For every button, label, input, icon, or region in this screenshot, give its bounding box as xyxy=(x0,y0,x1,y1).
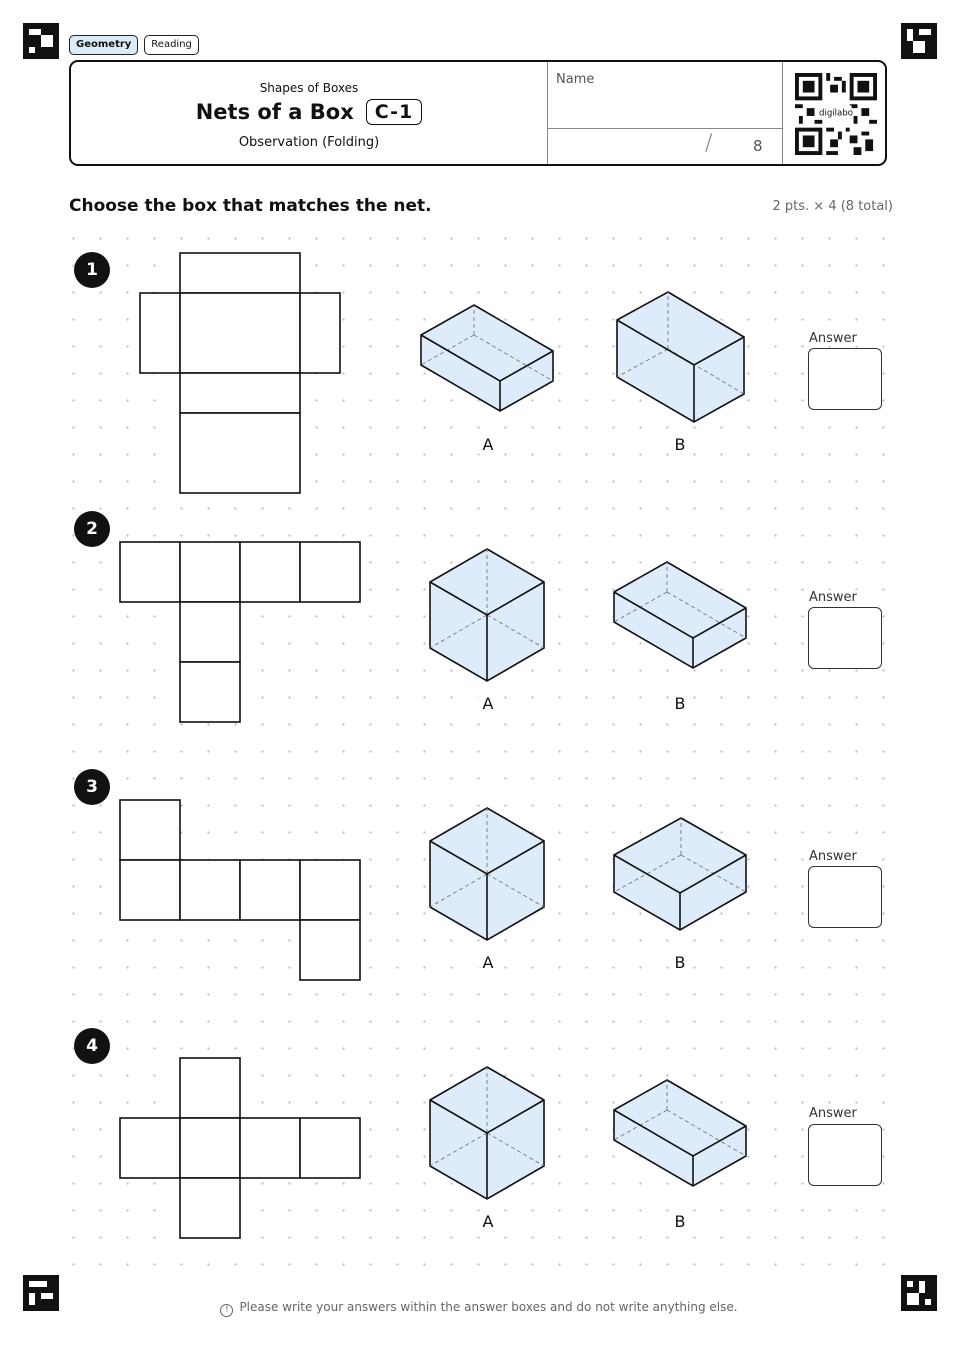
answer-label-1: Answer xyxy=(809,331,857,346)
corner-marker-top-left xyxy=(23,23,59,59)
answer-label-2: Answer xyxy=(809,590,857,605)
answer-box-2[interactable] xyxy=(808,607,882,669)
option-label-4b: B xyxy=(670,1212,690,1231)
worksheet-subtitle: Shapes of Boxes xyxy=(259,81,359,95)
info-icon: ! xyxy=(220,1304,233,1317)
worksheet-title: Nets of a Box xyxy=(195,100,354,124)
option-label-3a: A xyxy=(478,953,498,972)
name-field[interactable] xyxy=(547,62,782,129)
question-number-2: 2 xyxy=(74,511,110,547)
footer-text: Please write your answers within the answer boxes and do not write anything else. xyxy=(239,1300,738,1314)
score-slash: / xyxy=(705,131,713,156)
option-label-2b: B xyxy=(670,694,690,713)
tag-geometry: Geometry xyxy=(69,35,138,55)
option-label-1b: B xyxy=(670,435,690,454)
footer-note xyxy=(0,1300,960,1317)
answer-box-1[interactable] xyxy=(808,348,882,410)
option-label-4a: A xyxy=(478,1212,498,1231)
qr-code xyxy=(795,73,877,155)
question-number-1: 1 xyxy=(74,252,110,288)
score-max: 8 xyxy=(753,137,763,155)
subject-tags xyxy=(69,35,199,55)
worksheet-category: Observation (Folding) xyxy=(238,135,380,150)
qr-code-cell xyxy=(782,62,888,164)
corner-marker-top-right xyxy=(901,23,937,59)
qr-caption: digilabo xyxy=(819,108,853,119)
name-label: Name xyxy=(556,72,595,87)
question-number-3: 3 xyxy=(74,769,110,805)
answer-box-4[interactable] xyxy=(808,1124,882,1186)
answer-label-3: Answer xyxy=(809,849,857,864)
score-field[interactable] xyxy=(547,129,782,164)
tag-reading: Reading xyxy=(144,35,199,55)
option-label-2a: A xyxy=(478,694,498,713)
question-number-4: 4 xyxy=(74,1028,110,1064)
option-label-3b: B xyxy=(670,953,690,972)
option-label-1a: A xyxy=(478,435,498,454)
answer-box-3[interactable] xyxy=(808,866,882,928)
title-block xyxy=(71,62,548,164)
worksheet-header xyxy=(69,60,887,166)
instruction-text: Choose the box that matches the net. xyxy=(69,196,436,216)
points-text: 2 pts. × 4 (8 total) xyxy=(772,199,893,214)
answer-label-4: Answer xyxy=(809,1106,857,1121)
worksheet-code: C-1 xyxy=(366,99,423,125)
